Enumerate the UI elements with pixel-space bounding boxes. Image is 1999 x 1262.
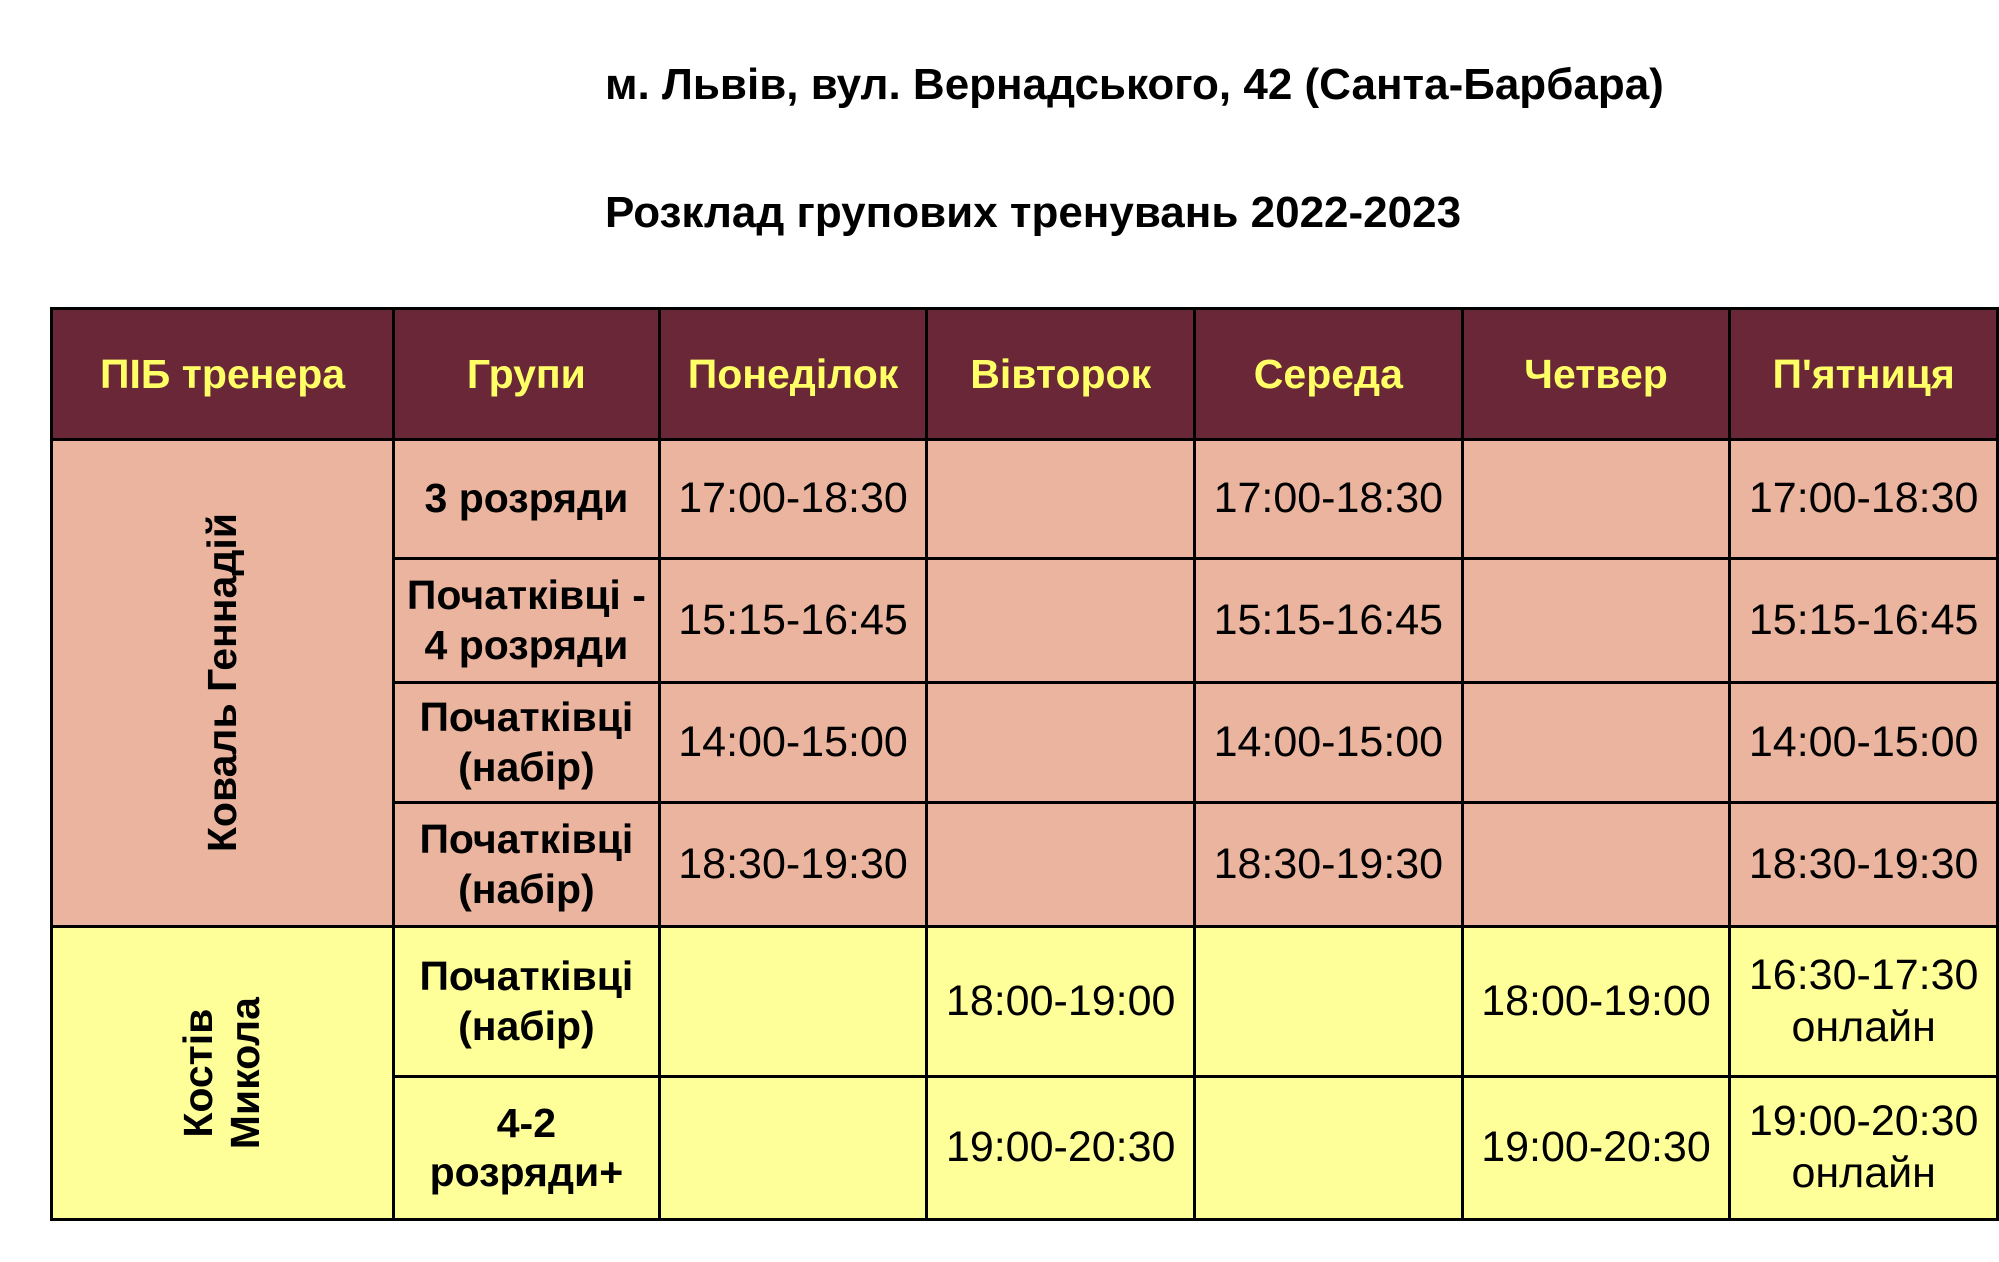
group-label: Початківці — [419, 816, 634, 863]
time-cell-fri — [1730, 1077, 1998, 1220]
time-cell-mon — [659, 683, 927, 803]
group-label: (набір) — [458, 743, 595, 790]
time-cell-thu — [1462, 803, 1730, 927]
time-slot: 17:00-18:30 — [1213, 474, 1444, 523]
time-slot: 15:15-16:45 — [1748, 595, 1979, 644]
time-cell-wed — [1195, 803, 1463, 927]
time-cell-tue — [927, 559, 1195, 683]
time-cell-mon — [659, 440, 927, 559]
time-cell-thu — [1462, 1077, 1730, 1220]
time-slot: 17:00-18:30 — [1748, 474, 1979, 523]
time-cell-fri — [1730, 803, 1998, 927]
time-slot: 14:00-15:00 — [1213, 717, 1444, 766]
group-label: 4 розряди — [424, 621, 629, 668]
group-label: (набір) — [458, 865, 595, 912]
time-cell-tue — [927, 440, 1195, 559]
coach-cell-koval — [52, 440, 394, 927]
time-cell-mon — [659, 927, 927, 1077]
time-slot: 18:30-19:30 — [678, 839, 908, 888]
time-cell-thu — [1462, 559, 1730, 683]
time-cell-mon — [659, 803, 927, 927]
time-slot: 19:00-20:30 — [1748, 1097, 1979, 1146]
time-cell-thu — [1462, 683, 1730, 803]
time-slot: 18:30-19:30 — [1748, 839, 1979, 888]
time-cell-wed — [1195, 927, 1463, 1077]
online-label: онлайн — [1791, 1149, 1936, 1197]
group-label: (набір) — [458, 1002, 595, 1049]
table-row — [52, 927, 1998, 1077]
address-heading: м. Львів, вул. Вернадського, 42 (Санта-Барбара) — [605, 60, 1664, 109]
coach-name: Коваль Геннадій — [198, 513, 245, 853]
time-cell-wed — [1195, 1077, 1463, 1220]
group-cell — [394, 440, 660, 559]
coach-name-line: Микола — [222, 996, 269, 1150]
time-cell-fri — [1730, 440, 1998, 559]
time-slot: 18:00-19:00 — [1481, 976, 1711, 1025]
time-cell-tue — [927, 803, 1195, 927]
header-row — [52, 309, 1998, 440]
column-header-coach: ПІБ тренера — [52, 309, 394, 440]
column-header-wednesday: Середа — [1195, 309, 1463, 440]
time-slot: 16:30-17:30 — [1748, 950, 1979, 999]
time-cell-mon — [659, 1077, 927, 1220]
time-cell-wed — [1195, 440, 1463, 559]
time-slot: 14:00-15:00 — [678, 717, 908, 766]
coach-cell-kostiv — [52, 927, 394, 1220]
coach-name-line: Костів — [175, 1008, 222, 1138]
time-slot: 18:30-19:30 — [1213, 839, 1444, 888]
group-label: 3 розряди — [424, 475, 629, 522]
column-header-tuesday: Вівторок — [927, 309, 1195, 440]
time-slot: 14:00-15:00 — [1748, 717, 1979, 766]
group-label: 4-2 — [496, 1099, 557, 1146]
column-header-friday: П'ятниця — [1730, 309, 1998, 440]
time-cell-wed — [1195, 683, 1463, 803]
time-cell-tue — [927, 683, 1195, 803]
group-cell — [394, 559, 660, 683]
time-cell-fri — [1730, 927, 1998, 1077]
time-cell-fri — [1730, 683, 1998, 803]
group-cell — [394, 683, 660, 803]
schedule-title: Розклад групових тренувань 2022-2023 — [605, 188, 1462, 237]
table-row — [52, 440, 1998, 559]
group-label: Початківці — [419, 953, 634, 1000]
column-header-thursday: Четвер — [1462, 309, 1730, 440]
time-cell-tue — [927, 927, 1195, 1077]
time-cell-wed — [1195, 559, 1463, 683]
time-cell-fri — [1730, 559, 1998, 683]
coach-name — [175, 997, 269, 1149]
time-slot: 17:00-18:30 — [678, 474, 908, 523]
time-slot: 15:15-16:45 — [1213, 595, 1444, 644]
online-label: онлайн — [1791, 1002, 1936, 1051]
column-header-monday: Понеділок — [659, 309, 927, 440]
time-slot: 15:15-16:45 — [678, 595, 908, 644]
group-cell — [394, 1077, 660, 1220]
group-label: Початківці - — [406, 572, 646, 619]
group-cell — [394, 927, 660, 1077]
group-label: Початківці — [419, 694, 634, 741]
time-slot: 18:00-19:00 — [945, 976, 1176, 1025]
time-slot: 19:00-20:30 — [945, 1123, 1176, 1172]
group-cell — [394, 803, 660, 927]
schedule-table — [50, 307, 1999, 1221]
column-header-groups: Групи — [394, 309, 660, 440]
time-cell-thu — [1462, 927, 1730, 1077]
time-cell-thu — [1462, 440, 1730, 559]
time-slot: 19:00-20:30 — [1481, 1123, 1711, 1172]
group-label: розряди+ — [429, 1149, 624, 1195]
time-cell-mon — [659, 559, 927, 683]
time-cell-tue — [927, 1077, 1195, 1220]
